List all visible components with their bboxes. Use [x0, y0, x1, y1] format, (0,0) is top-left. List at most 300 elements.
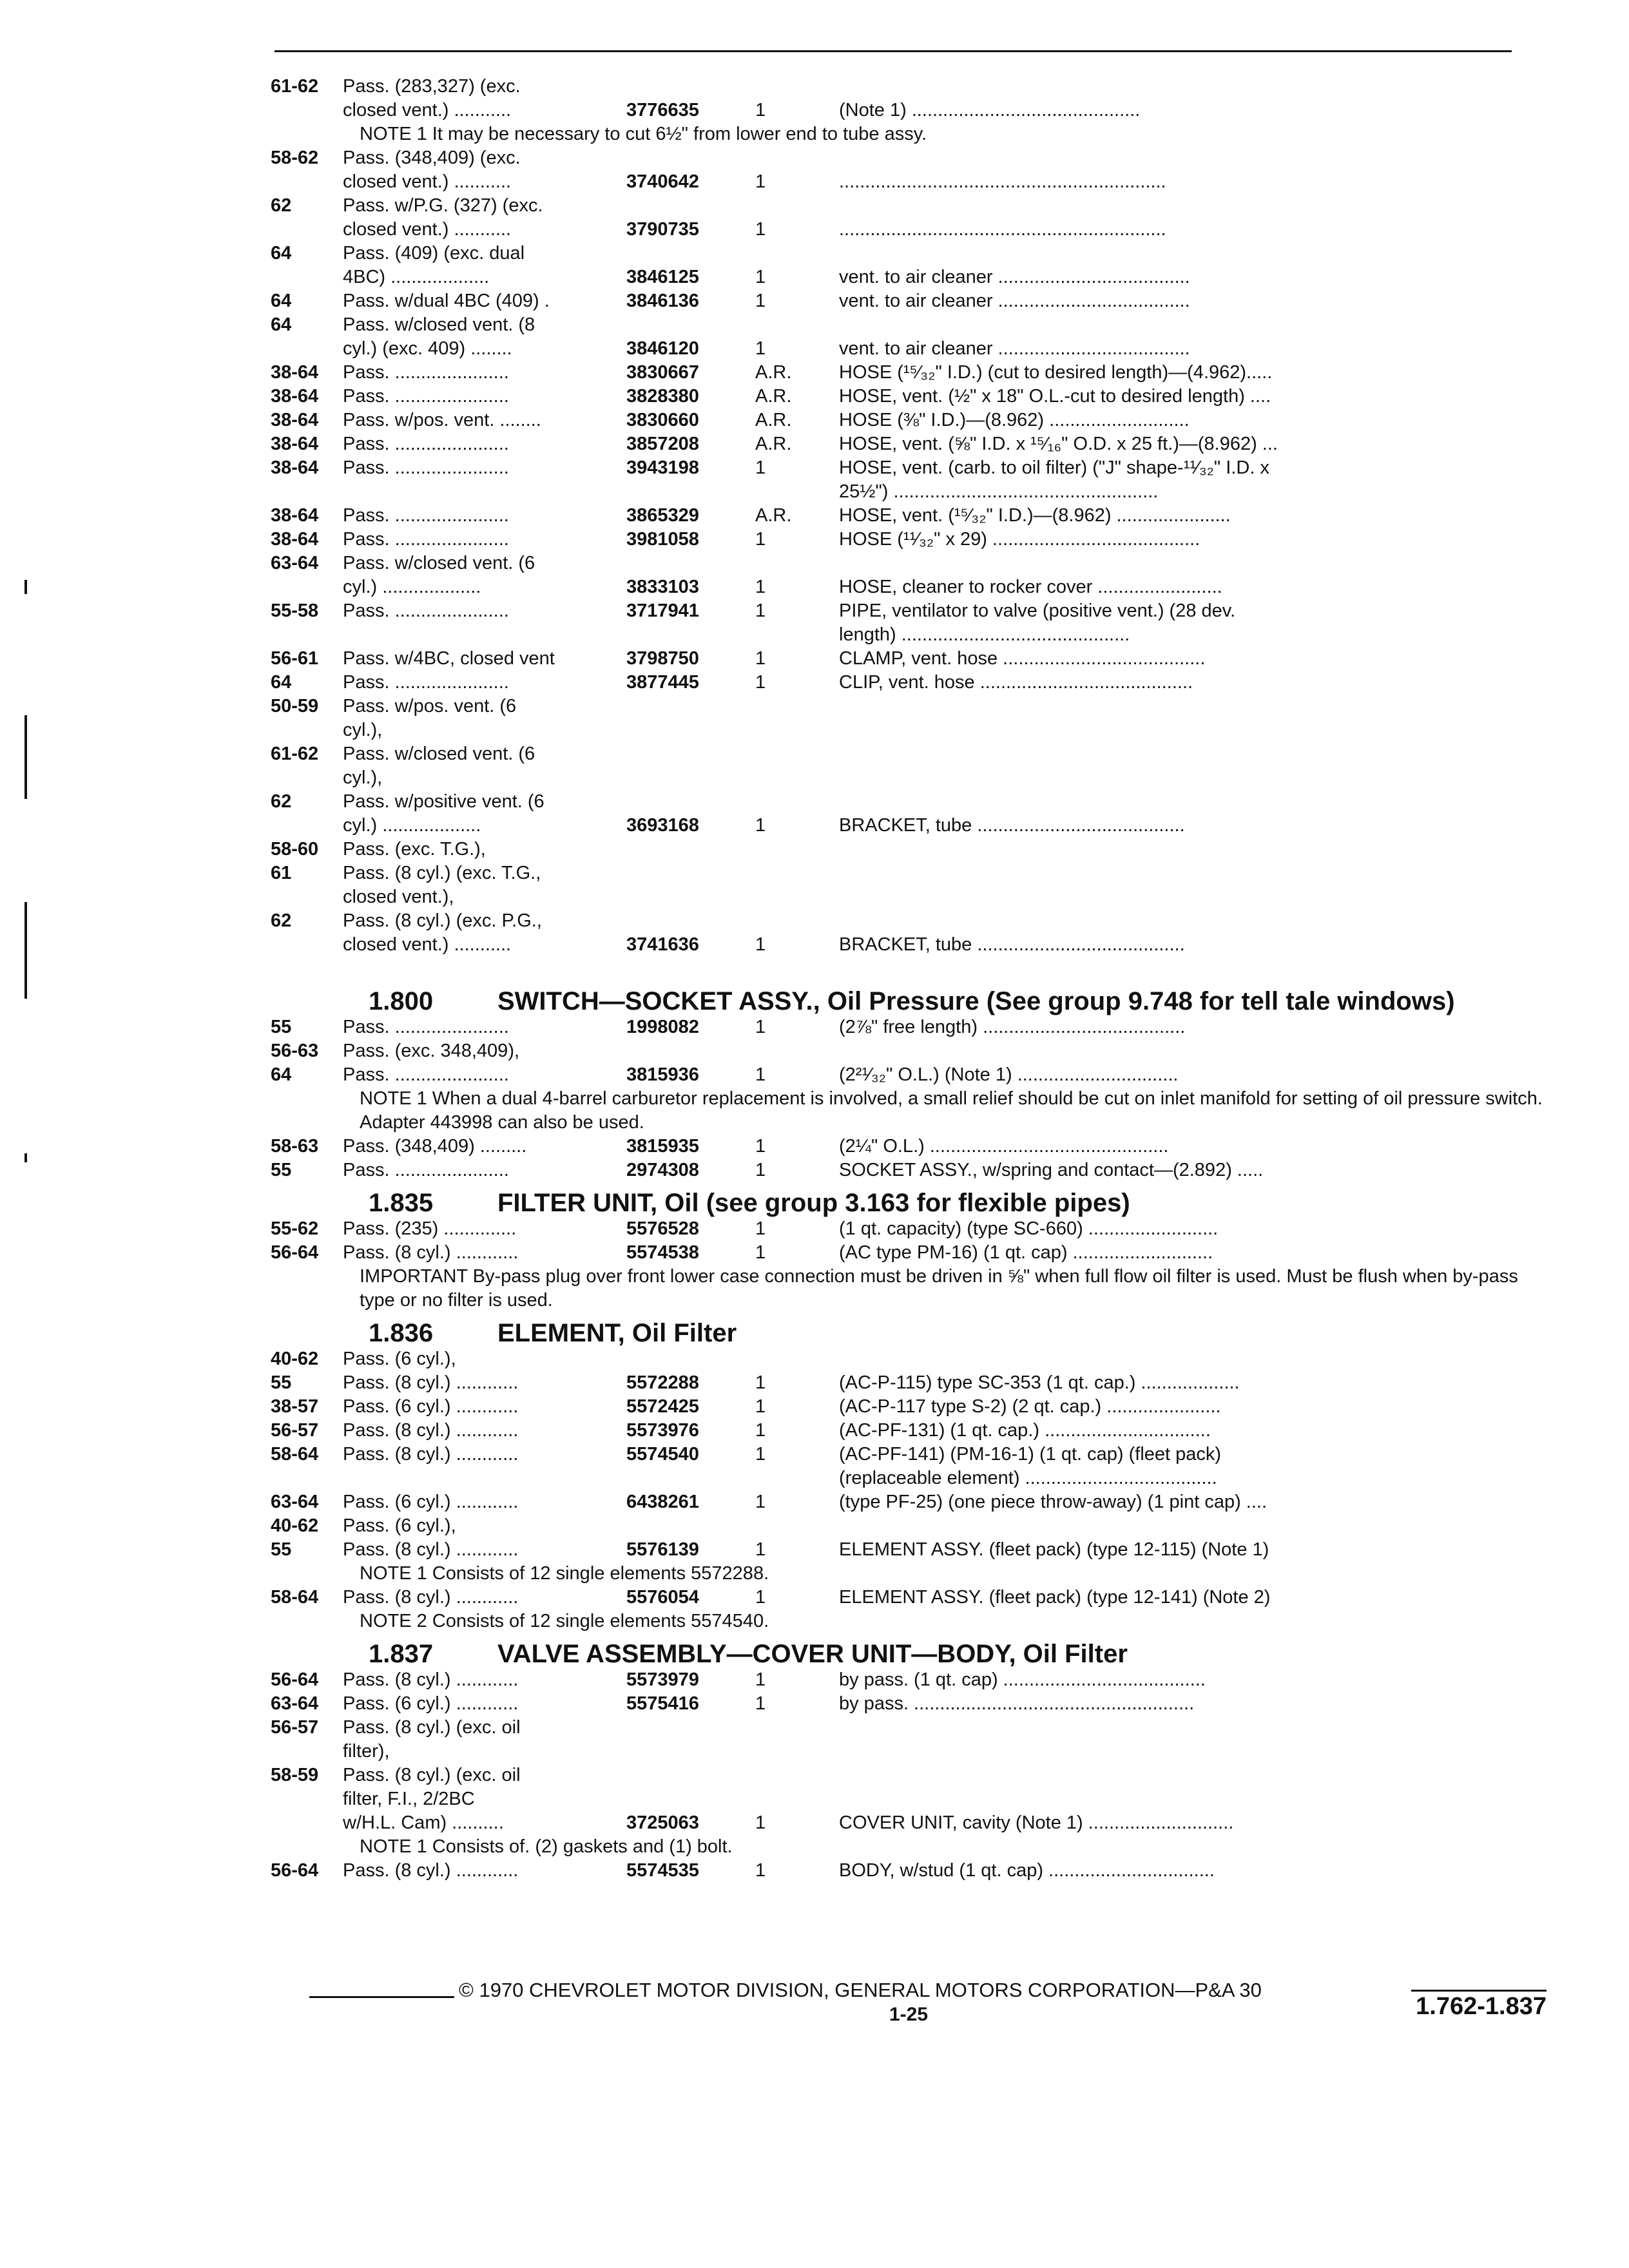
quantity: 1: [755, 1136, 766, 1157]
part-description: HOSE, vent. (carb. to oil filter) ("J" shape-¹¹⁄₃₂" I.D. x: [839, 457, 1269, 478]
group-range: 1.762-1.837: [1416, 1993, 1547, 2020]
model-years: 56-64: [271, 1860, 319, 1881]
parts-row: [271, 1811, 1547, 1835]
model-description: Pass. (8 cyl.) (exc. oil: [343, 1717, 521, 1738]
parts-row: [271, 313, 1547, 337]
parts-row: [271, 146, 1547, 170]
part-description: vent. to air cleaner .....................................: [839, 338, 1190, 359]
parts-row: [271, 623, 1547, 647]
quantity: 1: [755, 291, 766, 311]
model-description: Pass. (8 cyl.) (exc. P.G.,: [343, 910, 542, 931]
part-description: ...............................................................: [839, 171, 1166, 192]
model-years: 56-61: [271, 648, 319, 669]
part-description: (2⅞" free length) .......................................: [839, 1017, 1186, 1037]
model-years: 63-64: [271, 1492, 319, 1512]
parts-row: [271, 194, 1547, 218]
section-1-837-rows: [271, 1668, 1547, 1883]
margin-mark: [24, 902, 27, 999]
part-number: 3830667: [626, 362, 699, 383]
model-description: Pass. ......................: [343, 457, 509, 478]
model-description: Pass. (exc. T.G.),: [343, 839, 486, 860]
model-years: 38-64: [271, 362, 319, 383]
parts-row: [271, 1466, 1547, 1490]
parts-row: [271, 1538, 1547, 1562]
part-number: 5576139: [626, 1539, 699, 1560]
parts-row: [271, 599, 1547, 623]
quantity: 1: [755, 1064, 766, 1085]
model-years: 40-62: [271, 1349, 319, 1369]
model-years: 38-64: [271, 457, 319, 478]
model-description: cyl.) ...................: [343, 815, 481, 836]
model-years: 55: [271, 1160, 292, 1180]
parts-row: [271, 1217, 1547, 1241]
part-description: ELEMENT ASSY. (fleet pack) (type 12-141) (Note 2): [839, 1587, 1271, 1608]
model-description: Pass. (348,409) .........: [343, 1136, 527, 1157]
part-number: 1998082: [626, 1017, 699, 1037]
part-description: SOCKET ASSY., w/spring and contact—(2.892) .....: [839, 1160, 1264, 1180]
part-description: length) ............................................: [839, 624, 1130, 645]
part-number: 3846136: [626, 291, 699, 311]
model-years: 38-57: [271, 1396, 319, 1417]
part-description: by pass. (1 qt. cap) .......................................: [839, 1669, 1206, 1690]
part-number: 5574540: [626, 1444, 699, 1465]
parts-row: [271, 242, 1547, 265]
margin-mark: [24, 1153, 27, 1162]
part-description: BODY, w/stud (1 qt. cap) ................................: [839, 1860, 1215, 1881]
part-description: vent. to air cleaner .....................................: [839, 291, 1190, 311]
part-description: HOSE (⅜" I.D.)—(8.962) ...........................: [839, 410, 1190, 430]
parts-row: [271, 909, 1547, 933]
parts-row: [271, 528, 1547, 552]
part-number: 3828380: [626, 386, 699, 407]
part-number: 5576054: [626, 1587, 699, 1608]
part-description: CLIP, vent. hose .........................................: [839, 672, 1193, 693]
model-description: cyl.) (exc. 409) ........: [343, 338, 512, 359]
model-description: Pass. ......................: [343, 434, 509, 454]
model-description: Pass. (8 cyl.) ............: [343, 1444, 519, 1465]
parts-row: [271, 671, 1547, 695]
model-years: 64: [271, 1064, 292, 1085]
part-number: 3717941: [626, 601, 699, 621]
model-years: 64: [271, 291, 292, 311]
model-description: filter),: [343, 1741, 390, 1762]
copyright: © 1970 CHEVROLET MOTOR DIVISION, GENERAL MOTORS CORPORATION—P&A 30: [459, 1979, 1262, 2001]
parts-row: [271, 504, 1547, 528]
group-number: 1.835: [369, 1189, 434, 1217]
parts-row: [271, 1740, 1547, 1763]
model-description: closed vent.) ...........: [343, 219, 512, 240]
parts-row: [271, 1490, 1547, 1514]
parts-row: [271, 480, 1547, 504]
parts-row: [271, 218, 1547, 242]
quantity: 1: [755, 815, 766, 836]
note-text: NOTE 1 Consists of. (2) gaskets and (1) bolt.: [360, 1836, 733, 1857]
parts-page: [271, 75, 1547, 1883]
part-number: 3741636: [626, 934, 699, 955]
group-heading-1-835: [271, 1189, 1547, 1217]
group-title: VALVE ASSEMBLY—COVER UNIT—BODY, Oil Filter: [497, 1640, 1128, 1668]
section-1-800-rows: [271, 1015, 1547, 1182]
quantity: 1: [755, 1669, 766, 1690]
note-text: NOTE 2 Consists of 12 single elements 5574540.: [360, 1611, 769, 1631]
model-years: 58-60: [271, 839, 319, 860]
group-number: 1.837: [369, 1640, 434, 1668]
quantity: 1: [755, 577, 766, 597]
parts-row: [271, 1859, 1547, 1883]
group-title: ELEMENT, Oil Filter: [497, 1319, 737, 1347]
part-number: 5573976: [626, 1420, 699, 1441]
part-description: ELEMENT ASSY. (fleet pack) (type 12-115) (Note 1): [839, 1539, 1269, 1560]
footer-rule: [309, 1996, 454, 1998]
quantity: 1: [755, 1860, 766, 1881]
parts-row: [271, 1063, 1547, 1087]
model-description: Pass. (6 cyl.) ............: [343, 1492, 519, 1512]
model-years: 56-57: [271, 1717, 319, 1738]
part-description: HOSE, vent. (⅝" I.D. x ¹⁵⁄₁₆" O.D. x 25 ft.)—(8.962) ...: [839, 434, 1278, 454]
model-description: Pass. ......................: [343, 1064, 509, 1085]
quantity: 1: [755, 1218, 766, 1239]
part-description: vent. to air cleaner .....................................: [839, 267, 1190, 287]
model-description: Pass. (6 cyl.),: [343, 1349, 456, 1369]
quantity: A.R.: [755, 386, 792, 407]
parts-row: [271, 75, 1547, 99]
parts-row: [271, 170, 1547, 194]
model-description: Pass. (8 cyl.) ............: [343, 1242, 519, 1263]
model-description: Pass. (exc. 348,409),: [343, 1041, 520, 1061]
model-description: Pass. w/closed vent. (8: [343, 314, 535, 335]
model-years: 62: [271, 195, 292, 216]
quantity: 1: [755, 100, 766, 120]
part-number: 3740642: [626, 171, 699, 192]
parts-row: [271, 695, 1547, 718]
group-heading-1-837: [271, 1640, 1547, 1668]
part-number: 6438261: [626, 1492, 699, 1512]
part-description: (type PF-25) (one piece throw-away) (1 pint cap) ....: [839, 1492, 1268, 1512]
note-text: NOTE 1 When a dual 4-barrel carburetor replacement is involved, a small relief should be cut on inlet manifold for setting of oil pressure switch. Adapter 443998 can also be used.: [360, 1088, 1543, 1133]
model-description: Pass. (6 cyl.) ............: [343, 1396, 519, 1417]
parts-row: [271, 552, 1547, 575]
model-years: 64: [271, 314, 292, 335]
model-description: closed vent.) ...........: [343, 171, 512, 192]
part-description: COVER UNIT, cavity (Note 1) ............................: [839, 1812, 1234, 1833]
model-description: Pass. ......................: [343, 362, 509, 383]
model-description: w/H.L. Cam) ..........: [343, 1812, 504, 1833]
quantity: 1: [755, 1372, 766, 1393]
section-1-762-rows: [271, 75, 1547, 957]
part-number: 3815935: [626, 1136, 699, 1157]
parts-row: [271, 1586, 1547, 1610]
quantity: 1: [755, 1812, 766, 1833]
part-number: 3877445: [626, 672, 699, 693]
model-description: Pass. (283,327) (exc.: [343, 76, 521, 97]
model-description: Pass. ......................: [343, 601, 509, 621]
quantity: 1: [755, 171, 766, 192]
part-number: 5574538: [626, 1242, 699, 1263]
model-description: closed vent.) ...........: [343, 100, 512, 120]
part-number: 3846120: [626, 338, 699, 359]
parts-row: [271, 432, 1547, 456]
top-rule: [275, 50, 1512, 52]
parts-row: [271, 1692, 1547, 1716]
parts-row: [271, 766, 1547, 790]
part-number: 5572425: [626, 1396, 699, 1417]
quantity: 1: [755, 338, 766, 359]
parts-row: [271, 456, 1547, 480]
model-years: 64: [271, 672, 292, 693]
model-years: 62: [271, 791, 292, 812]
part-description: (1 qt. capacity) (type SC-660) .........................: [839, 1218, 1219, 1239]
model-years: 58-63: [271, 1136, 319, 1157]
quantity: 1: [755, 1693, 766, 1714]
section-1-835-rows: [271, 1217, 1547, 1312]
model-description: Pass. (6 cyl.),: [343, 1515, 456, 1536]
parts-row: [271, 1787, 1547, 1811]
model-years: 38-64: [271, 410, 319, 430]
parts-row: [271, 1371, 1547, 1395]
model-description: Pass. w/closed vent. (6: [343, 744, 535, 764]
model-description: Pass. ......................: [343, 505, 509, 526]
parts-row: [271, 1763, 1547, 1787]
model-description: Pass. (8 cyl.) ............: [343, 1420, 519, 1441]
model-description: Pass. (8 cyl.) ............: [343, 1539, 519, 1560]
model-description: Pass. ......................: [343, 1160, 509, 1180]
model-description: Pass. (8 cyl.) ............: [343, 1860, 519, 1881]
quantity: 1: [755, 219, 766, 240]
parts-row: [271, 647, 1547, 671]
group-number: 1.800: [369, 987, 434, 1015]
part-description: (AC type PM-16) (1 qt. cap) ...........................: [839, 1242, 1213, 1263]
model-years: 56-64: [271, 1669, 319, 1690]
part-number: 3846125: [626, 267, 699, 287]
part-description: (Note 1) ............................................: [839, 100, 1141, 120]
part-description: by pass. ......................................................: [839, 1693, 1195, 1714]
parts-row: [271, 1347, 1547, 1371]
part-description: (AC-P-115) type SC-353 (1 qt. cap.) ...................: [839, 1372, 1240, 1393]
model-years: 55: [271, 1372, 292, 1393]
model-years: 58-64: [271, 1587, 319, 1608]
quantity: 1: [755, 1017, 766, 1037]
model-years: 58-64: [271, 1444, 319, 1465]
model-years: 38-64: [271, 505, 319, 526]
parts-row: [271, 790, 1547, 814]
model-years: 56-63: [271, 1041, 319, 1061]
model-description: Pass. (6 cyl.) ............: [343, 1693, 519, 1714]
parts-row: [271, 838, 1547, 861]
quantity: 1: [755, 1160, 766, 1180]
parts-row: [271, 885, 1547, 909]
part-description: (replaceable element) .....................................: [839, 1468, 1217, 1488]
quantity: 1: [755, 648, 766, 669]
part-number: 3830660: [626, 410, 699, 430]
group-title: FILTER UNIT, Oil (see group 3.163 for flexible pipes): [497, 1189, 1130, 1217]
model-years: 64: [271, 243, 292, 264]
model-description: Pass. w/positive vent. (6: [343, 791, 545, 812]
parts-row: [271, 742, 1547, 766]
model-years: 50-59: [271, 696, 319, 716]
margin-mark: [24, 580, 27, 594]
model-description: Pass. (8 cyl.) (exc. T.G.,: [343, 863, 541, 883]
part-description: (2²¹⁄₃₂" O.L.) (Note 1) ...............................: [839, 1064, 1179, 1085]
quantity: 1: [755, 1492, 766, 1512]
note-text: NOTE 1 Consists of 12 single elements 5572288.: [360, 1563, 769, 1584]
parts-row: [271, 1135, 1547, 1158]
model-description: 4BC) ...................: [343, 267, 490, 287]
model-description: Pass. (409) (exc. dual: [343, 243, 525, 264]
model-description: closed vent.),: [343, 887, 454, 907]
parts-row: [271, 1716, 1547, 1740]
model-description: closed vent.) ...........: [343, 934, 512, 955]
model-description: Pass. w/4BC, closed vent: [343, 648, 555, 669]
note-text: NOTE 1 It may be necessary to cut 6½" from lower end to tube assy.: [360, 124, 927, 144]
part-description: HOSE, vent. (½" x 18" O.L.-cut to desired length) ....: [839, 386, 1271, 407]
parts-row: [271, 1015, 1547, 1039]
model-description: Pass. ......................: [343, 529, 509, 550]
parts-row: [271, 933, 1547, 957]
part-number: 3865329: [626, 505, 699, 526]
page-number: 1-25: [889, 2004, 929, 2025]
parts-row: [271, 1443, 1547, 1466]
footer-rule: [1411, 1990, 1547, 1992]
model-description: Pass. w/dual 4BC (409) .: [343, 291, 550, 311]
model-years: 38-64: [271, 386, 319, 407]
parts-row: [271, 1419, 1547, 1443]
model-years: 58-59: [271, 1765, 319, 1785]
model-years: 62: [271, 910, 292, 931]
part-description: CLAMP, vent. hose .......................................: [839, 648, 1206, 669]
model-description: Pass. w/pos. vent. ........: [343, 410, 541, 430]
part-number: 3815936: [626, 1064, 699, 1085]
note-text: IMPORTANT By-pass plug over front lower case connection must be driven in ⅝" when full flow oil filter is used. Must be flush when by-pass type or no filter is used.: [360, 1266, 1518, 1311]
group-heading-1-800: [271, 987, 1547, 1015]
quantity: 1: [755, 267, 766, 287]
model-years: 55-62: [271, 1218, 319, 1239]
model-description: Pass. ......................: [343, 386, 509, 407]
part-number: 2974308: [626, 1160, 699, 1180]
model-years: 38-64: [271, 529, 319, 550]
model-description: Pass. w/pos. vent. (6: [343, 696, 517, 716]
part-description: HOSE (¹⁵⁄₃₂" I.D.) (cut to desired length)—(4.962).....: [839, 362, 1273, 383]
model-description: Pass. (8 cyl.) ............: [343, 1372, 519, 1393]
model-description: Pass. w/closed vent. (6: [343, 553, 535, 573]
model-years: 55: [271, 1539, 292, 1560]
parts-row: [271, 861, 1547, 885]
part-number: 3833103: [626, 577, 699, 597]
parts-row: [271, 361, 1547, 385]
parts-row: [271, 718, 1547, 742]
quantity: A.R.: [755, 410, 792, 430]
part-number: 3857208: [626, 434, 699, 454]
part-number: 5573979: [626, 1669, 699, 1690]
part-description: ...............................................................: [839, 219, 1166, 240]
model-years: 38-64: [271, 434, 319, 454]
quantity: 1: [755, 1587, 766, 1608]
parts-row: [271, 385, 1547, 408]
quantity: A.R.: [755, 505, 792, 526]
part-description: (AC-P-117 type S-2) (2 qt. cap.) ......................: [839, 1396, 1221, 1417]
model-description: Pass. (8 cyl.) ............: [343, 1669, 519, 1690]
model-description: filter, F.I., 2/2BC: [343, 1789, 475, 1809]
part-description: BRACKET, tube ........................................: [839, 815, 1185, 836]
group-number: 1.836: [369, 1319, 434, 1347]
part-description: (AC-PF-131) (1 qt. cap.) ................................: [839, 1420, 1211, 1441]
parts-row: [271, 337, 1547, 361]
model-years: 61-62: [271, 744, 319, 764]
model-description: cyl.) ...................: [343, 577, 481, 597]
quantity: 1: [755, 601, 766, 621]
part-number: 3693168: [626, 815, 699, 836]
model-description: Pass. (8 cyl.) (exc. oil: [343, 1765, 521, 1785]
quantity: 1: [755, 457, 766, 478]
quantity: 1: [755, 529, 766, 550]
part-number: 3798750: [626, 648, 699, 669]
model-years: 56-64: [271, 1242, 319, 1263]
model-years: 61: [271, 863, 292, 883]
part-description: BRACKET, tube ........................................: [839, 934, 1185, 955]
quantity: 1: [755, 1539, 766, 1560]
parts-row: [271, 575, 1547, 599]
quantity: 1: [755, 1444, 766, 1465]
model-description: Pass. w/P.G. (327) (exc.: [343, 195, 543, 216]
model-years: 63-64: [271, 553, 319, 573]
part-number: 3776635: [626, 100, 699, 120]
model-description: Pass. ......................: [343, 672, 509, 693]
model-description: Pass. ......................: [343, 1017, 509, 1037]
model-description: Pass. (348,409) (exc.: [343, 148, 521, 168]
part-number: 3981058: [626, 529, 699, 550]
part-number: 3790735: [626, 219, 699, 240]
group-heading-1-836: [271, 1319, 1547, 1347]
margin-mark: [24, 715, 27, 799]
part-description: PIPE, ventilator to valve (positive vent.) (28 dev.: [839, 601, 1236, 621]
part-number: 3943198: [626, 457, 699, 478]
quantity: 1: [755, 672, 766, 693]
parts-row: [271, 1241, 1547, 1265]
parts-row: [271, 99, 1547, 122]
parts-row: [271, 1514, 1547, 1538]
group-title: SWITCH—SOCKET ASSY., Oil Pressure (See group 9.748 for tell tale windows): [497, 987, 1455, 1015]
part-number: 5575416: [626, 1693, 699, 1714]
quantity: 1: [755, 1396, 766, 1417]
model-years: 55: [271, 1017, 292, 1037]
section-1-836-rows: [271, 1347, 1547, 1633]
quantity: 1: [755, 1242, 766, 1263]
model-description: cyl.),: [343, 767, 383, 788]
model-years: 63-64: [271, 1693, 319, 1714]
part-description: HOSE, cleaner to rocker cover ........................: [839, 577, 1222, 597]
model-years: 58-62: [271, 148, 319, 168]
quantity: 1: [755, 934, 766, 955]
part-number: 5572288: [626, 1372, 699, 1393]
parts-row: [271, 814, 1547, 838]
quantity: 1: [755, 1420, 766, 1441]
part-description: (AC-PF-141) (PM-16-1) (1 qt. cap) (fleet pack): [839, 1444, 1222, 1465]
parts-row: [271, 1158, 1547, 1182]
quantity: A.R.: [755, 434, 792, 454]
model-years: 55-58: [271, 601, 319, 621]
parts-row: [271, 408, 1547, 432]
part-description: HOSE (¹¹⁄₃₂" x 29) ........................................: [839, 529, 1200, 550]
parts-row: [271, 1668, 1547, 1692]
model-years: 40-62: [271, 1515, 319, 1536]
part-number: 5574535: [626, 1860, 699, 1881]
parts-row: [271, 1039, 1547, 1063]
part-description: (2¼" O.L.) ..............................................: [839, 1136, 1169, 1157]
model-years: 61-62: [271, 76, 319, 97]
part-description: 25½") ...................................................: [839, 481, 1159, 502]
model-description: Pass. (235) ..............: [343, 1218, 517, 1239]
model-description: cyl.),: [343, 720, 383, 740]
part-description: HOSE, vent. (¹⁵⁄₃₂" I.D.)—(8.962) ......................: [839, 505, 1231, 526]
